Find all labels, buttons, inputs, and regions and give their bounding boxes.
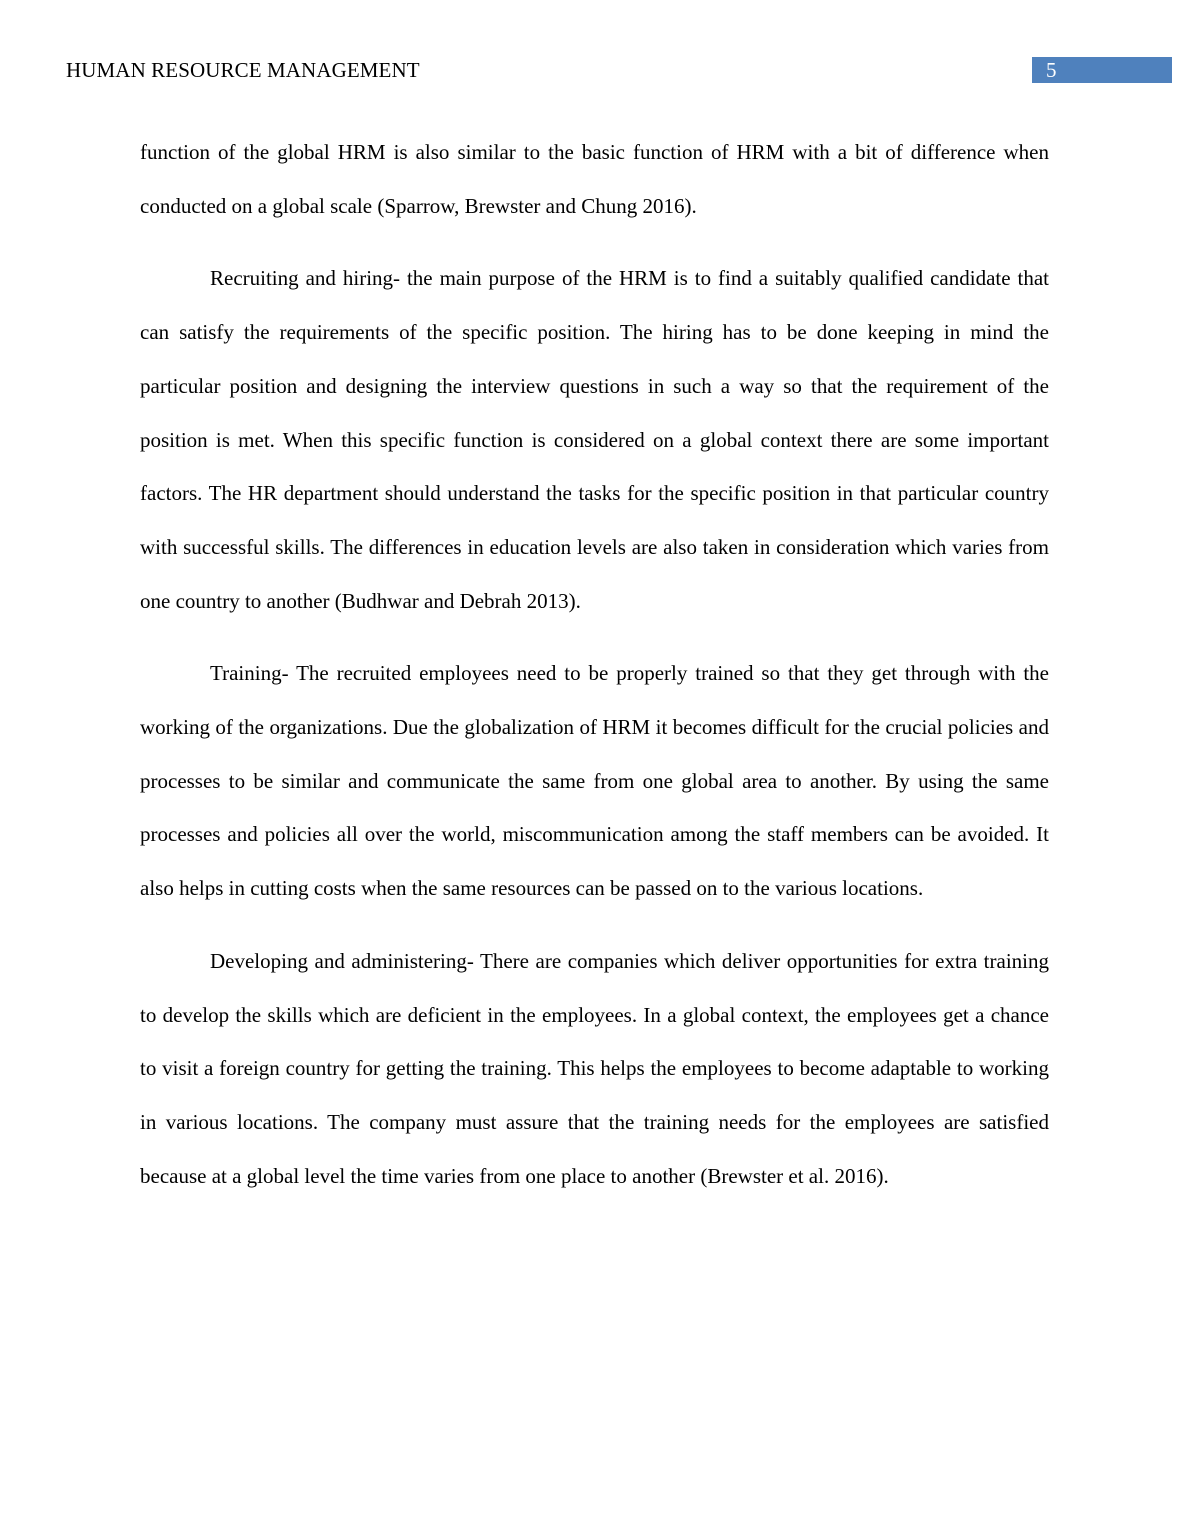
page-number-box: [1032, 57, 1172, 83]
paragraph-continuation: function of the global HRM is also similar to the basic function of HRM with a bit of difference when conducted on a global scale (Sparrow, Brewster and Chung 2016).: [140, 140, 1049, 218]
paragraph-training: Training- The recruited employees need to be properly trained so that they get through with the working of the organizations. Due the globalization of HRM it becomes difficult for the crucial policies and processes to be similar and communicate the same from one global area to another. By using the same processes and policies all over the world, miscommunication among the staff members can be avoided. It also helps in cutting costs when the same resources can be passed on to the various locations.: [140, 661, 1049, 901]
paragraph-recruiting-hiring: Recruiting and hiring- the main purpose of the HRM is to find a suitably qualified candidate that can satisfy the requirements of the specific position. The hiring has to be done keeping in mind the particular position and designing the interview questions in such a way so that the requirement of the position is met. When this specific function is considered on a global context there are some important factors. The HR department should understand the tasks for the specific position in that particular country with successful skills. The differences in education levels are also taken in consideration which varies from one country to another (Budhwar and Debrah 2013).: [140, 266, 1049, 613]
paragraph-developing-administering: Developing and administering- There are companies which deliver opportunities for extra training to develop the skills which are deficient in the employees. In a global context, the employees get a chance to visit a foreign country for getting the training. This helps the employees to become adaptable to working in various locations. The company must assure that the training needs for the employees are satisfied because at a global level the time varies from one place to another (Brewster et al. 2016).: [140, 948, 1049, 1188]
page-number: 5: [1046, 58, 1057, 82]
body-text: [140, 126, 1049, 1222]
running-head: HUMAN RESOURCE MANAGEMENT: [66, 58, 420, 82]
